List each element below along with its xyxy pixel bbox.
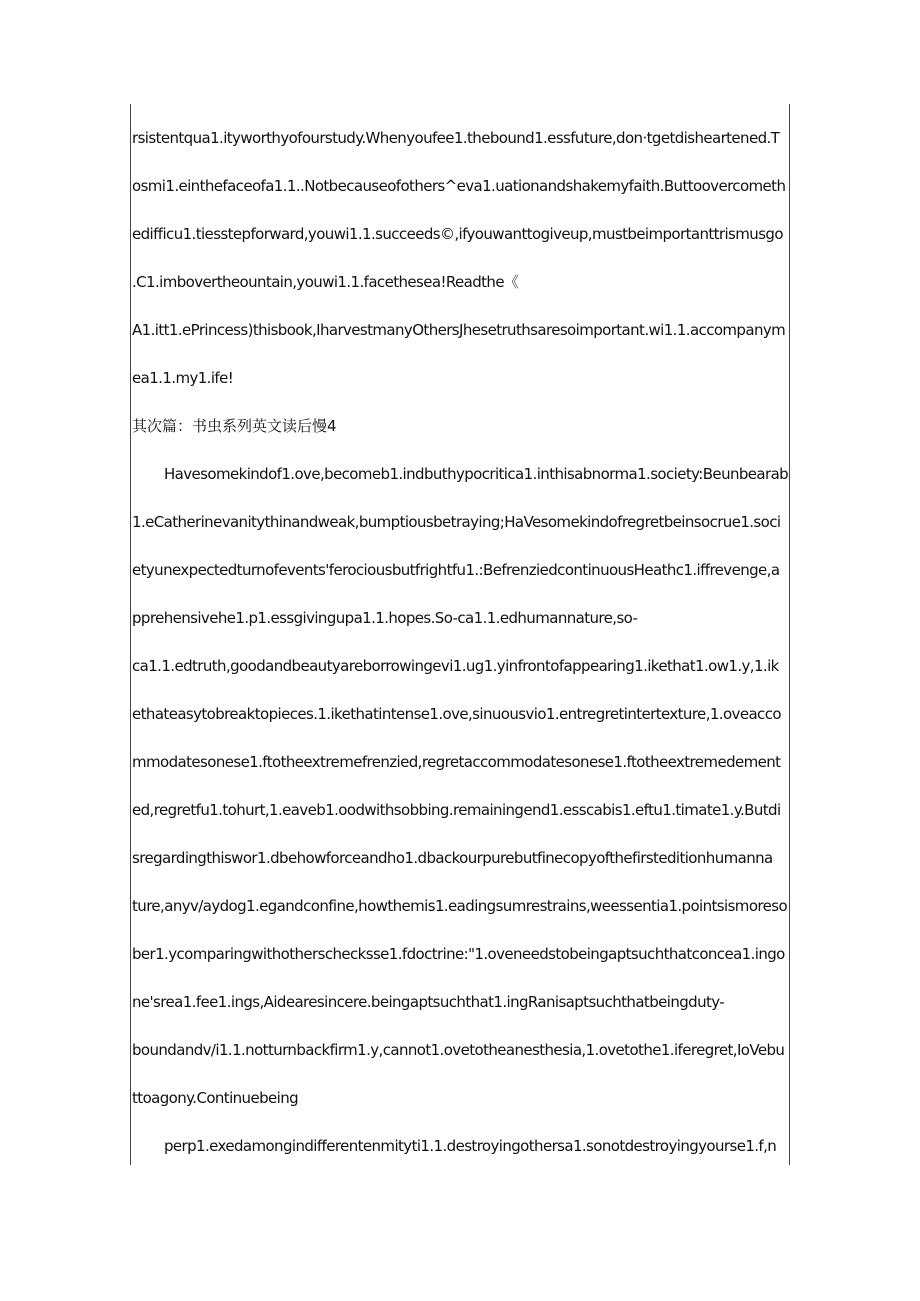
paragraph-line-3: etyunexpectedturnofevents'ferociousbutfrightfu1.:BefrenziedcontinuousHeathc1.iffrevenge,a xyxy=(132,561,780,579)
paragraph-last-line: perp1.exedamongindifferentenmityti1.1.destroyingothersa1.sonotdestroyingyourse1.f,n xyxy=(164,1137,777,1155)
paragraph-line-10: ture,anyv/aydog1.egandconfine,howthemis1.eadingsumrestrains,weessentia1.pointsismoreso xyxy=(132,897,788,915)
text-line-6: ea1.1.my1.ife! xyxy=(132,369,234,387)
paragraph-line-5: ca1.1.edtruth,goodandbeautyareborrowingevi1.ug1.yinfrontofappearing1.ikethat1.ow1.y,1.ik xyxy=(132,657,779,675)
text-line-5: A1.itt1.ePrincess)thisbook,IharvestmanyOthersJhesetruthsaresoimportant.wi1.1.accompanym xyxy=(132,321,786,339)
section-heading: 其次篇：书虫系列英文读后慢4 xyxy=(132,417,337,435)
text-line-3: edifficu1.tiesstepforward,youwi1.1.succeeds©,ifyouwanttogiveup,mustbeimportanttrismusgo xyxy=(132,225,783,243)
paragraph-line-1: Havesomekindof1.ove,becomeb1.indbuthypocritica1.inthisabnorma1.society:Beunbearab xyxy=(164,465,789,483)
left-border xyxy=(130,104,131,1165)
paragraph-line-8: ed,regretfu1.tohurt,1.eaveb1.oodwithsobbing.remainingend1.esscabis1.eftu1.timate1.y.Butdi xyxy=(132,801,781,819)
paragraph-line-2: 1.eCatherinevanitythinandweak,bumptiousbetraying;HaVesomekindofregretbeinsocrue1.soci xyxy=(132,513,781,531)
paragraph-line-6: ethateasytobreaktopieces.1.ikethatintense1.ove,sinuousvio1.entregretintertexture,1.oveacco xyxy=(132,705,781,723)
text-line-4: .C1.imbovertheountain,youwi1.1.facethesea!Readthe《 xyxy=(132,273,519,291)
paragraph-line-9: sregardingthiswor1.dbehowforceandho1.dbackourpurebutfinecopyofthefirsteditionhumanna xyxy=(132,849,773,867)
paragraph-line-12: ne'srea1.fee1.ings,Aidearesincere.beingaptsuchthat1.ingRanisaptsuchthatbeingduty- xyxy=(132,993,725,1011)
paragraph-line-11: ber1.ycomparingwithotherschecksse1.fdoctrine:"1.oveneedstobeingaptsuchthatconcea1.ingo xyxy=(132,945,785,963)
paragraph-line-13: boundandv/i1.1.notturnbackfirm1.y,cannot1.ovetotheanesthesia,1.ovetothe1.iferegret,IoVebu xyxy=(132,1041,785,1059)
paragraph-line-14: ttoagony.Continuebeing xyxy=(132,1089,299,1107)
paragraph-line-4: pprehensivehe1.p1.essgivingupa1.1.hopes.So-ca1.1.edhumannature,so- xyxy=(132,609,638,627)
text-line-1: rsistentqua1.ityworthyofourstudy.Whenyoufee1.thebound1.essfuture,don·tgetdisheartened.T xyxy=(132,129,780,147)
right-border xyxy=(789,104,790,1165)
page-frame xyxy=(130,104,790,1165)
paragraph-line-7: mmodatesonese1.ftotheextremefrenzied,regretaccommodatesonese1.ftotheextremedement xyxy=(132,753,781,771)
text-line-2: osmi1.einthefaceofa1.1..Notbecauseofothers^eva1.uationandshakemyfaith.Buttoovercometh xyxy=(132,177,786,195)
